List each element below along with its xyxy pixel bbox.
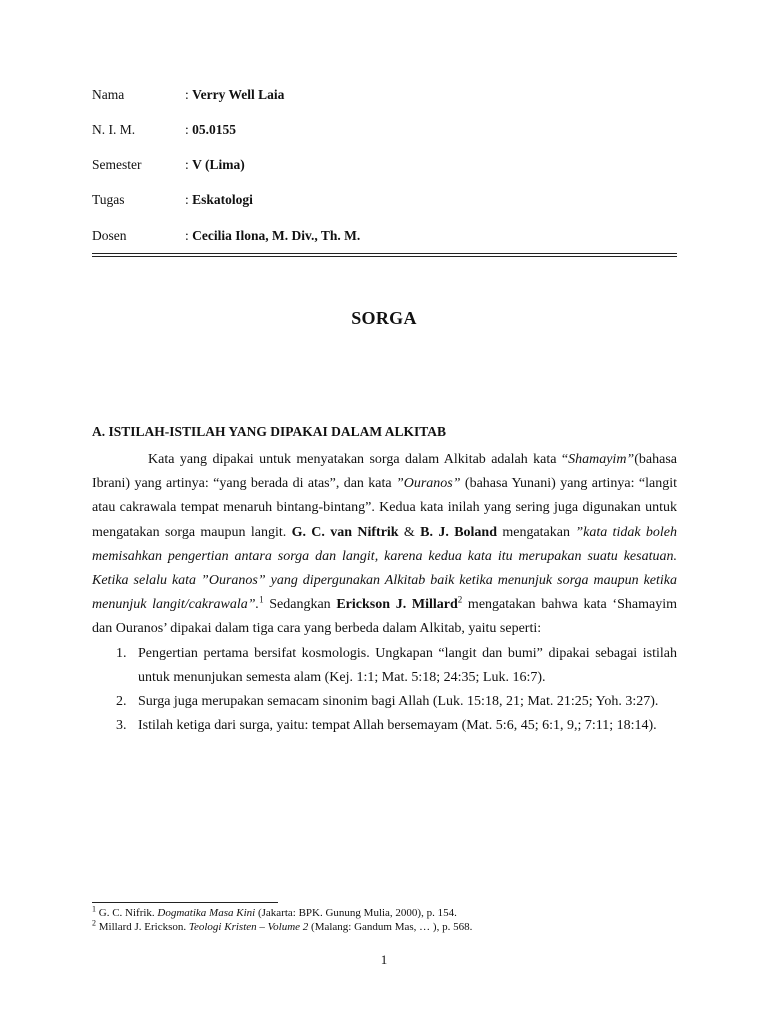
footnote: $^2$ Millard J. Erickson. Teologi Kristen – Volume 2 (Malang: Gandum Mas, … ), p. 568. [92,918,473,933]
footnote-divider [92,902,278,903]
header-value: : Cecilia Ilona, M. Div., Th. M. [185,228,361,243]
header-label: Semester [92,157,142,172]
list-item: 1. Pengertian pertama bersifat kosmologis. Ungkapan “langit dan bumi” dipakai sebagai istilah untuk menunjukan semesta alam (Kej. 1:1; Mat. 5:18; 24:35; Luk. 16:7). [116,645,677,685]
body-paragraph: Kata yang dipakai untuk menyatakan sorga dalam Alkitab adalah kata “Shamayim”(bahasa Ibrani) yang artinya: “yang berada di atas”, dan kata ”Ouranos” (bahasa Yunani) yang artinya: “langit atau cakrawala tempat menaruh bintang-bintang”. Kedua kata inilah yang sering juga digunakan untuk mengatakan sorga maupun langit. G. C. van Niftrik & B. J. Boland mengatakan ”kata tidak boleh memisahkan pengertian antara sorga dan langit, karena kedua kata itu merupakan suatu kesatuan. Ketika selalu kata ”Ouranos” yang dipergunakan Alkitab baik ketika menunjuk sorga maupun ketika menunjuk langit/cakrawala”.$^1$ Sedangkan Erickson J. Millard$^2$ mengatakan bahwa kata ‘Shamayim dan Ouranos’ dipakai dalam tiga cara yang berbeda dalam Alkitab, yaitu seperti: [92,452,677,637]
header-divider-second [92,256,677,257]
section-body [92,448,677,738]
header-label: N. I. M. [92,122,136,137]
section-heading: A. ISTILAH-ISTILAH YANG DIPAKAI DALAM ALKITAB [92,424,447,439]
header-value: : Verry Well Laia [185,87,285,102]
page-title: SORGA [351,308,417,328]
footnote-ref: 2 [457,594,463,605]
header-label: Tugas [92,192,125,207]
page-number: 1 [380,952,388,967]
header-divider [92,253,677,254]
footnote: $^1$ G. C. Nifrik. Dogmatika Masa Kini (Jakarta: BPK. Gunung Mulia, 2000), p. 154. [92,904,457,919]
header-value: : Eskatologi [185,192,253,207]
header-label: Nama [92,87,125,102]
list-item: 3. Istilah ketiga dari surga, yaitu: tempat Allah bersemayam (Mat. 5:6, 45; 6:1, 9,; 7:11; 18:14). [116,718,657,734]
header-value: : 05.0155 [185,122,237,137]
footnote-ref: 1 [259,594,264,605]
numbered-list [92,642,677,739]
header-value: : V (Lima) [185,157,245,172]
header-label: Dosen [92,228,127,243]
list-item: 2. Surga juga merupakan semacam sinonim bagi Allah (Luk. 15:18, 21; Mat. 21:25; Yoh. 3:27). [116,694,659,710]
